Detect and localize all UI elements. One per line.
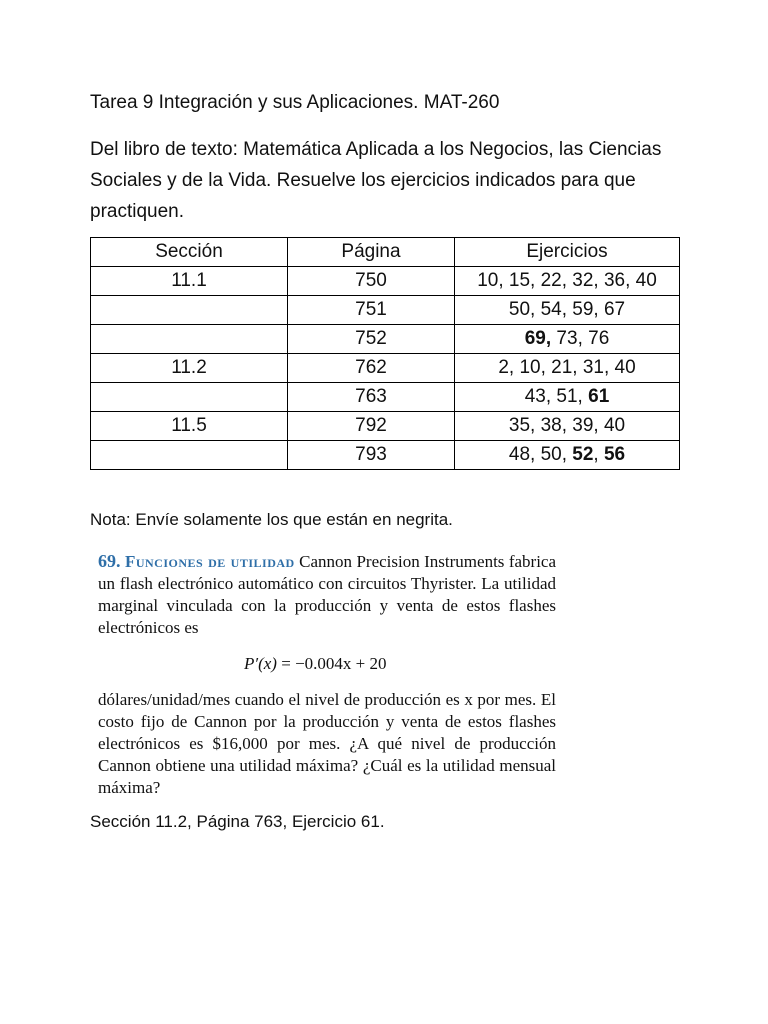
cell-seccion: 11.1	[91, 267, 288, 296]
formula-lhs: P′(x)	[244, 654, 277, 673]
cell-ejercicios	[455, 441, 680, 470]
exercise-text: 50, 54, 59, 67	[508, 299, 626, 320]
cell-ejercicios	[455, 412, 680, 441]
formula-rhs: = −0.004x + 20	[276, 654, 387, 673]
cell-seccion	[91, 441, 288, 470]
cell-pagina: 792	[288, 412, 455, 441]
cell-pagina: 763	[288, 383, 455, 412]
exercise-text: 43, 51,	[524, 386, 589, 407]
table-row	[91, 267, 680, 296]
table-header-row	[91, 238, 680, 267]
cell-pagina: 751	[288, 296, 455, 325]
table-row	[91, 354, 680, 383]
cell-pagina: 750	[288, 267, 455, 296]
page-title: Tarea 9 Integración y sus Aplicaciones. MAT-260	[90, 92, 500, 113]
problem-paragraph-2: dólares/unidad/mes cuando el nivel de producción es x por mes. El costo fijo de Cannon por la producción y venta de estos flashes electrónicos es $16,000 por mes. ¿A qué nivel de producción Cannon obtiene una utilidad máxima? ¿Cuál es la utilidad mensual máxima?	[98, 690, 556, 797]
problem-paragraph-1	[98, 550, 556, 639]
exercise-text: 10, 15, 22, 32, 36, 40	[477, 270, 657, 291]
exercise-bold: 56	[603, 444, 626, 465]
cell-seccion: 11.2	[91, 354, 288, 383]
cell-seccion	[91, 383, 288, 412]
table-row	[91, 412, 680, 441]
problem-heading: Funciones de utilidad	[124, 552, 295, 571]
table-row	[91, 383, 680, 412]
intro-paragraph: Del libro de texto: Matemática Aplicada a los Negocios, las Ciencias Sociales y de la Vida. Resuelve los ejercicios indicados para que practiquen.	[90, 139, 662, 222]
table-body	[91, 267, 680, 470]
exercise-text: 48, 50,	[508, 444, 573, 465]
cell-seccion: 11.5	[91, 412, 288, 441]
exercise-text: 73, 76	[551, 328, 610, 349]
marginal-profit-formula	[244, 653, 556, 675]
exercises-table	[90, 237, 680, 470]
cell-ejercicios	[455, 267, 680, 296]
exercise-text: 2, 10, 21, 31, 40	[498, 357, 636, 378]
cell-ejercicios	[455, 325, 680, 354]
exercise-text: ,	[593, 444, 604, 465]
cell-seccion	[91, 296, 288, 325]
cell-pagina: 793	[288, 441, 455, 470]
exercise-bold: 52	[572, 444, 594, 465]
cell-ejercicios	[455, 383, 680, 412]
cell-ejercicios	[455, 354, 680, 383]
cell-pagina: 752	[288, 325, 455, 354]
cell-seccion	[91, 325, 288, 354]
header-seccion: Sección	[91, 238, 288, 267]
problem-number: 69.	[98, 551, 121, 571]
cell-pagina: 762	[288, 354, 455, 383]
table-row	[91, 296, 680, 325]
problem-text-1: Cannon Precision Instruments fabrica un flash electrónico automático con circuitos Thyrister. La utilidad marginal vinculada con la producción y venta de estos flashes electrónicos es	[98, 552, 557, 637]
cell-ejercicios	[455, 296, 680, 325]
table-row	[91, 441, 680, 470]
note: Nota: Envíe solamente los que están en negrita.	[90, 510, 453, 529]
problem-69-excerpt	[98, 550, 556, 799]
header-ejercicios: Ejercicios	[455, 238, 680, 267]
exercise-bold: 69,	[524, 328, 552, 349]
header-pagina: Página	[288, 238, 455, 267]
exercise-reference: Sección 11.2, Página 763, Ejercicio 61.	[90, 812, 385, 831]
exercise-bold: 61	[588, 386, 610, 407]
table-row	[91, 325, 680, 354]
exercise-text: 35, 38, 39, 40	[508, 415, 626, 436]
